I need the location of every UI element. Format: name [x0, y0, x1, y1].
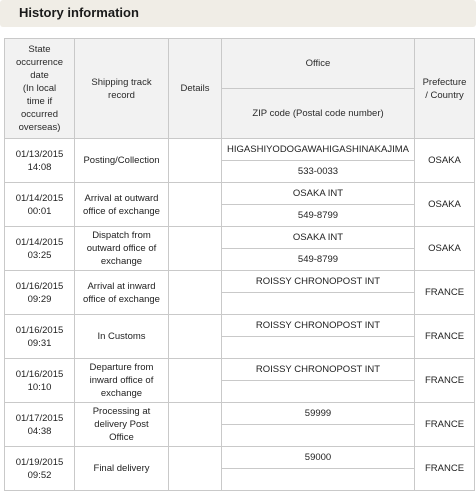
prefecture-cell: FRANCE [415, 359, 475, 403]
office-cell: ROISSY CHRONOPOST INT [222, 315, 415, 337]
date-cell: 01/16/2015 10:10 [5, 359, 75, 403]
office-cell: OSAKA INT [222, 183, 415, 205]
details-cell [169, 403, 222, 447]
record-cell: In Customs [75, 315, 169, 359]
zip-cell [222, 469, 415, 491]
record-cell: Arrival at inward office of exchange [75, 271, 169, 315]
office-cell: ROISSY CHRONOPOST INT [222, 271, 415, 293]
office-cell: 59999 [222, 403, 415, 425]
column-header-details: Details [169, 39, 222, 139]
details-cell [169, 315, 222, 359]
office-cell: 59000 [222, 447, 415, 469]
zip-cell [222, 425, 415, 447]
zip-cell [222, 293, 415, 315]
history-table [4, 38, 475, 491]
record-cell: Dispatch from outward office of exchange [75, 227, 169, 271]
zip-cell [222, 381, 415, 403]
prefecture-cell: OSAKA [415, 139, 475, 183]
prefecture-cell: OSAKA [415, 227, 475, 271]
details-cell [169, 139, 222, 183]
date-cell: 01/16/2015 09:31 [5, 315, 75, 359]
date-cell: 01/19/2015 09:52 [5, 447, 75, 491]
date-cell: 01/14/2015 00:01 [5, 183, 75, 227]
details-cell [169, 227, 222, 271]
details-cell [169, 359, 222, 403]
section-title: History information [19, 5, 139, 20]
details-cell [169, 271, 222, 315]
table-row [5, 227, 475, 249]
date-cell: 01/14/2015 03:25 [5, 227, 75, 271]
zip-cell [222, 337, 415, 359]
prefecture-cell: FRANCE [415, 271, 475, 315]
table-row [5, 183, 475, 205]
column-header-prefecture: Prefecture / Country [415, 39, 475, 139]
table-row [5, 139, 475, 161]
record-cell: Final delivery [75, 447, 169, 491]
record-cell: Posting/Collection [75, 139, 169, 183]
details-cell [169, 183, 222, 227]
prefecture-cell: OSAKA [415, 183, 475, 227]
column-header-date: State occurrence date (In local time if occurred overseas) [5, 39, 75, 139]
date-cell: 01/13/2015 14:08 [5, 139, 75, 183]
office-cell: ROISSY CHRONOPOST INT [222, 359, 415, 381]
column-header-shipping-record: Shipping track record [75, 39, 169, 139]
zip-cell: 549-8799 [222, 249, 415, 271]
zip-cell: 549-8799 [222, 205, 415, 227]
office-cell: HIGASHIYODOGAWAHIGASHINAKAJIMA [222, 139, 415, 161]
table-row [5, 403, 475, 425]
date-cell: 01/17/2015 04:38 [5, 403, 75, 447]
table-row [5, 359, 475, 381]
column-header-zip: ZIP code (Postal code number) [222, 89, 415, 139]
prefecture-cell: FRANCE [415, 315, 475, 359]
table-row [5, 271, 475, 293]
record-cell: Departure from inward office of exchange [75, 359, 169, 403]
table-row [5, 315, 475, 337]
date-cell: 01/16/2015 09:29 [5, 271, 75, 315]
details-cell [169, 447, 222, 491]
record-cell: Processing at delivery Post Office [75, 403, 169, 447]
record-cell: Arrival at outward office of exchange [75, 183, 169, 227]
table-row [5, 447, 475, 469]
zip-cell: 533-0033 [222, 161, 415, 183]
prefecture-cell: FRANCE [415, 447, 475, 491]
office-cell: OSAKA INT [222, 227, 415, 249]
column-header-office: Office [222, 39, 415, 89]
section-header [0, 0, 476, 27]
prefecture-cell: FRANCE [415, 403, 475, 447]
